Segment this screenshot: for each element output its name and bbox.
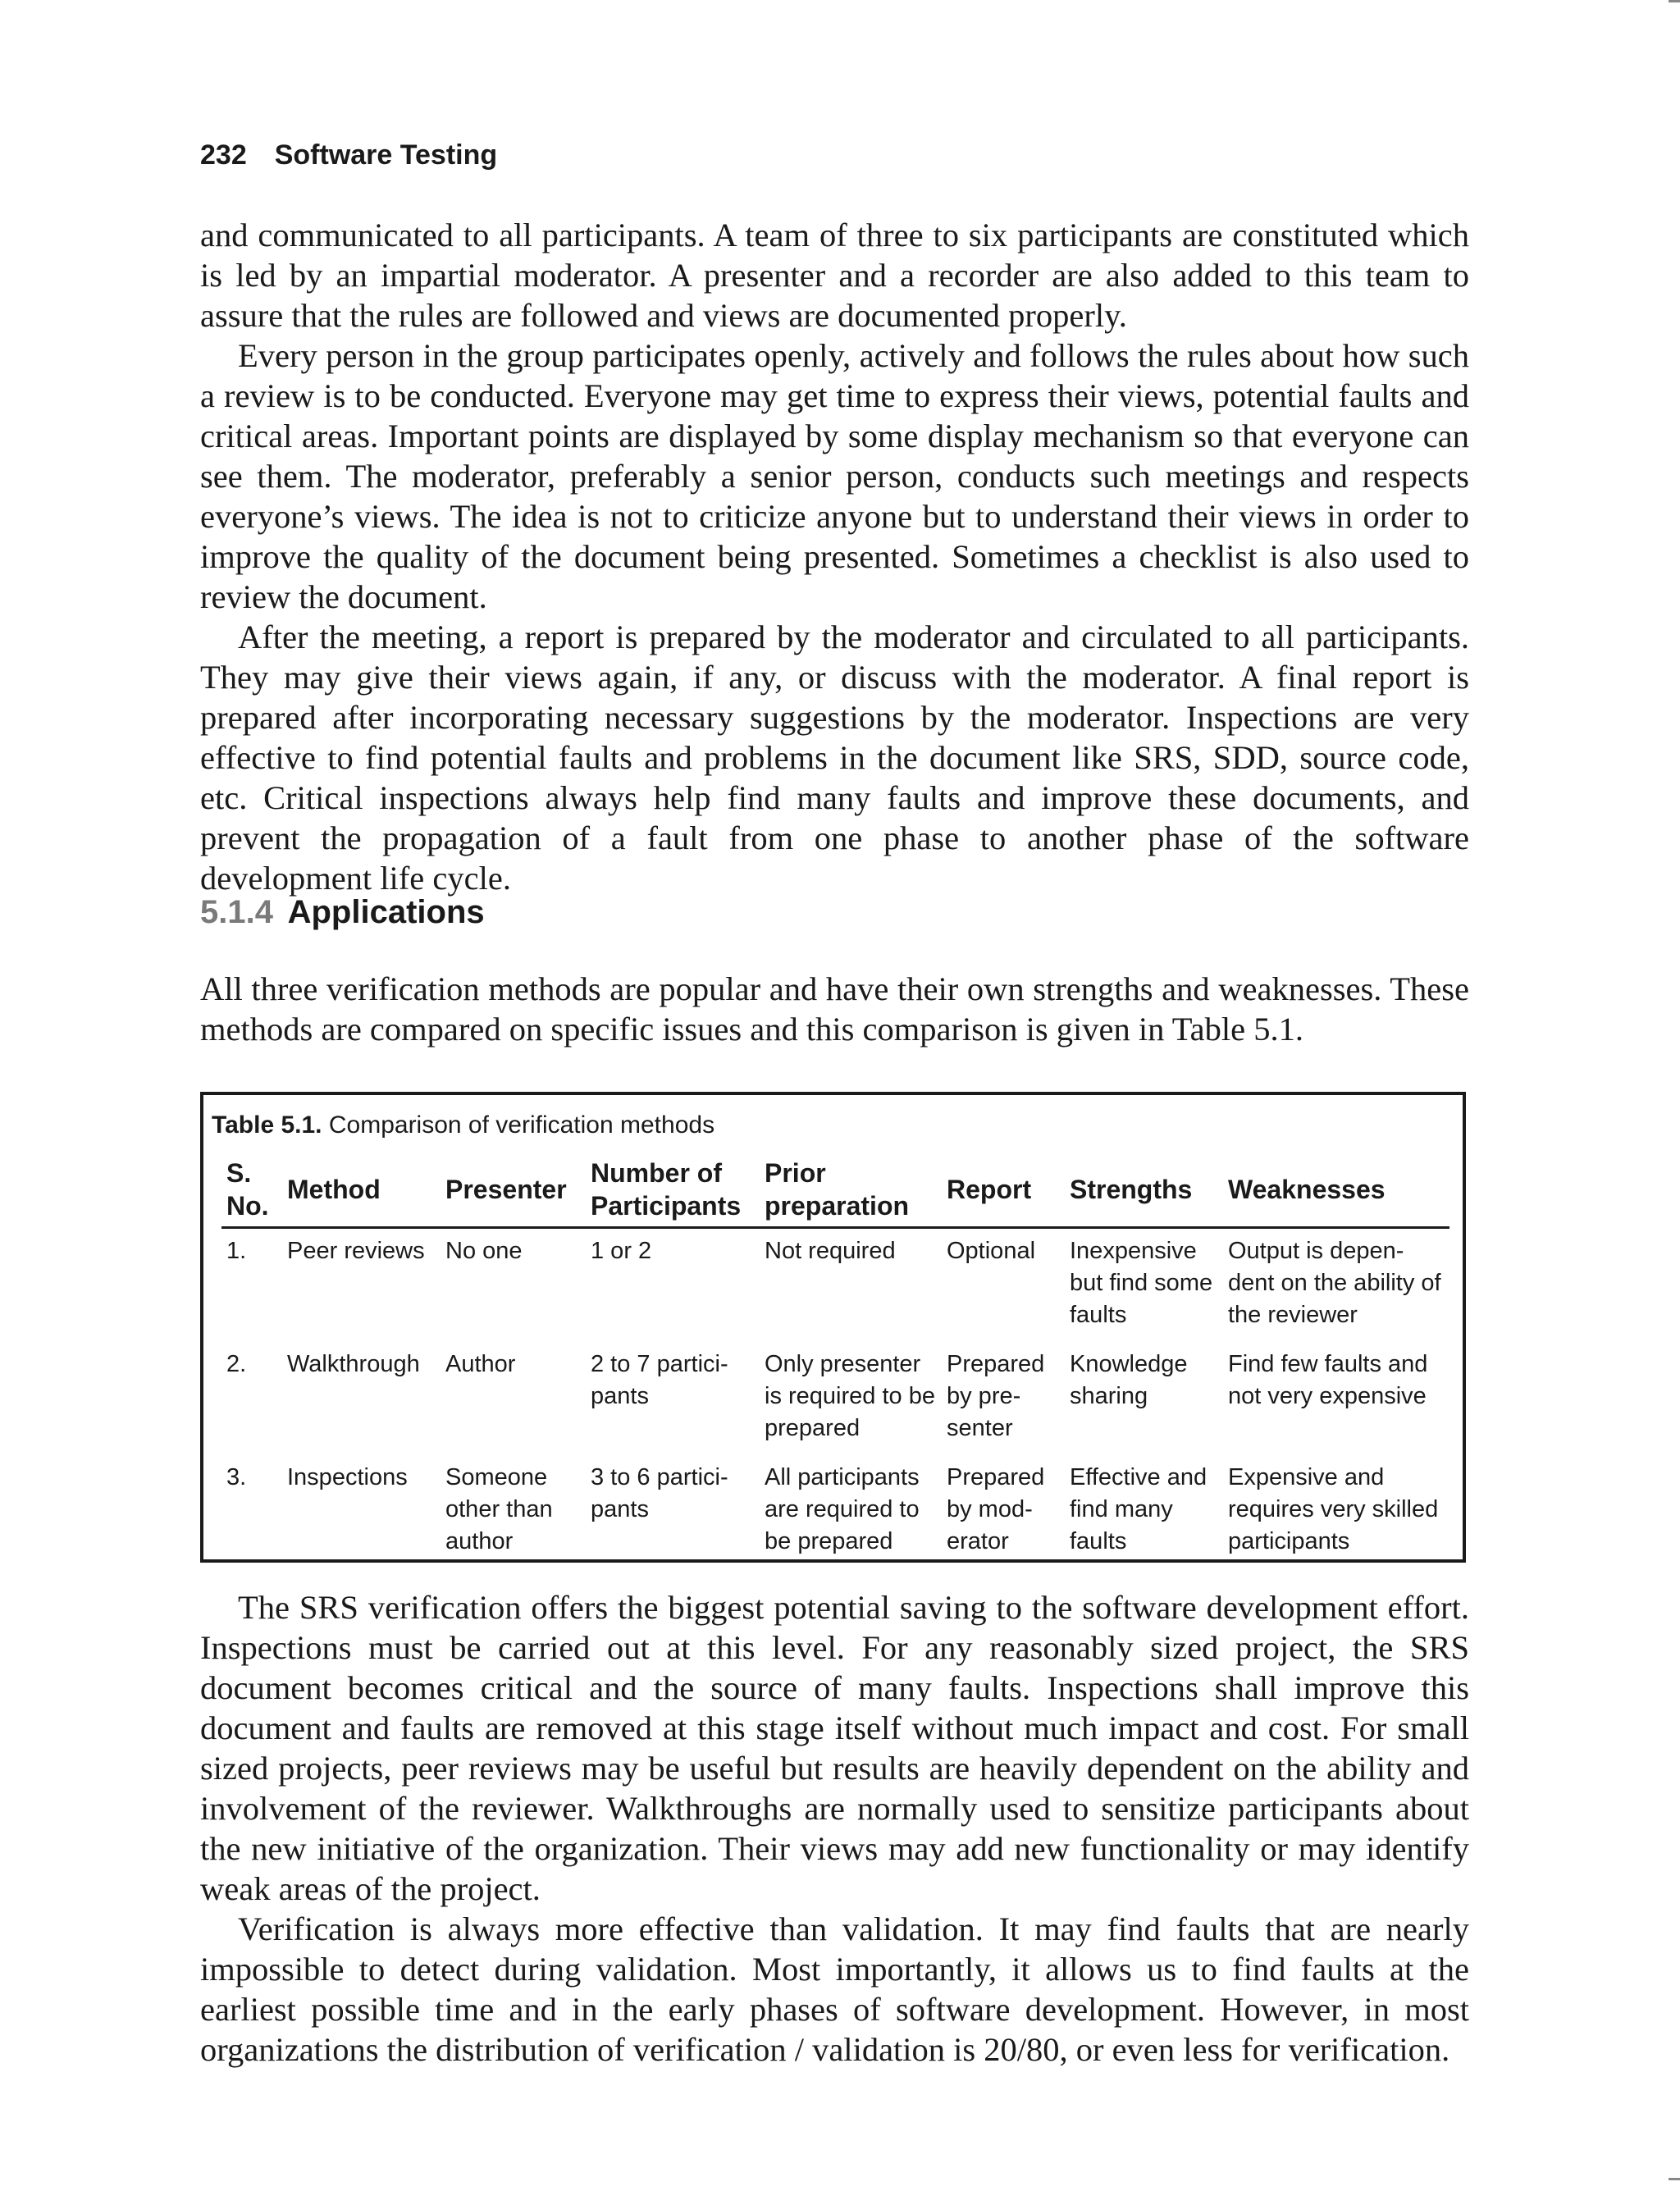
cell: All participants are required to be prepared [765, 1464, 920, 1554]
header-preparation: Prior preparation [760, 1154, 942, 1228]
cell: 2. [226, 1351, 247, 1377]
cell: Expensive and requires very skilled participants [1228, 1464, 1439, 1554]
paragraph: All three verification methods are popular and have their own strengths and weaknesses. These methods are compared on specific issues and this comparison is given in Table 5.1. [200, 970, 1469, 1048]
section-number: 5.1.4 [200, 894, 273, 930]
cell: Inspections [287, 1464, 408, 1490]
section-lead [200, 969, 1469, 1049]
table-row [221, 1342, 1449, 1455]
table-caption-label: Table 5.1. [212, 1111, 322, 1139]
page-number: 232 [200, 139, 247, 171]
crop-mark-bottom [1669, 2178, 1680, 2180]
table-row [221, 1228, 1449, 1343]
cell: Output is depen-dent on the ability of the reviewer [1228, 1238, 1441, 1328]
section-title: Applications [287, 894, 485, 930]
cell: Author [445, 1351, 516, 1377]
cell: 2 to 7 partici-pants [591, 1351, 728, 1409]
paragraph: After the meeting, a report is prepared by the moderator and circulated to all participants. They may give their views again, if any, or discuss with the moderator. A final report is prepared after incorporating necessary suggestions by the moderator. Inspections are very effective to find potential faults and problems in the document like SRS, SDD, source code, etc. Critical inspections always help find many faults and improve these documents, and prevent the propagation of a fault from one phase to another phase of the software development life cycle. [200, 618, 1469, 897]
cell: Not required [765, 1238, 896, 1264]
cell: Someone other than author [445, 1464, 553, 1554]
header-sno: S. No. [221, 1154, 282, 1228]
intro-text [200, 215, 1469, 898]
comparison-table [221, 1154, 1449, 1558]
cell: Find few faults and not very expensive [1228, 1351, 1428, 1409]
paragraph: Every person in the group participates openly, actively and follows the rules about how such a review is to be conducted. Everyone may get time to express their views, potential faults and critical areas. Important points are displayed by some display mechanism so that everyone can see them. The moderator, preferably a senior person, conducts such meetings and respects everyone’s views. The idea is not to criticize anyone but to understand their views in order to improve the quality of the document being presented. Sometimes a checklist is also used to review the document. [200, 337, 1469, 615]
table-caption [212, 1111, 714, 1139]
header-participants: Number of Participants [586, 1154, 760, 1228]
section-heading [200, 894, 485, 931]
cell: Walkthrough [287, 1351, 420, 1377]
crop-mark-top [1669, 0, 1680, 2]
closing-text [200, 1587, 1469, 2070]
paragraph: and communicated to all participants. A team of three to six participants are constituted which is led by an impartial moderator. A presenter and a recorder are also added to this team to assure that the rules are followed and views are documented properly. [200, 217, 1469, 334]
cell: Only presenter is required to be prepared [765, 1351, 935, 1441]
cell: 1 or 2 [591, 1238, 652, 1264]
cell: 3. [226, 1464, 247, 1490]
cell: Peer reviews [287, 1238, 425, 1264]
table-header-row [221, 1154, 1449, 1228]
comparison-table-box [200, 1092, 1466, 1563]
cell: Prepared by pre-senter [947, 1351, 1045, 1441]
table-row [221, 1455, 1449, 1558]
running-head [200, 139, 497, 171]
header-presenter: Presenter [441, 1154, 586, 1228]
header-strengths: Strengths [1065, 1154, 1223, 1228]
book-title: Software Testing [274, 139, 498, 171]
cell: 1. [226, 1238, 247, 1264]
paragraph: Verification is always more effective than validation. It may find faults that are nearly impossible to detect during validation. Most importantly, it allows us to find faults at the earliest possible time and in the early phases of software development. However, in most organizations the distribution of verification / validation is 20/80, or even less for verification. [200, 1910, 1469, 2068]
cell: Prepared by mod-erator [947, 1464, 1045, 1554]
cell: No one [445, 1238, 523, 1264]
cell: Optional [947, 1238, 1036, 1264]
table-caption-text: Comparison of verification methods [328, 1111, 715, 1139]
header-report: Report [942, 1154, 1065, 1228]
cell: Inexpensive but find some faults [1070, 1238, 1213, 1328]
cell: 3 to 6 partici-pants [591, 1464, 728, 1522]
cell: Effective and find many faults [1070, 1464, 1208, 1554]
paragraph: The SRS verification offers the biggest potential saving to the software development effort. Inspections must be carried out at this level. For any reasonably sized project, the SRS document becomes critical and the source of many faults. Inspections shall improve this document and faults are removed at this stage itself without much impact and cost. For small sized projects, peer reviews may be useful but results are heavily dependent on the ability and involvement of the reviewer. Walkthroughs are normally used to sensitize participants about the new initiative of the organization. Their views may add new functionality or may identify weak areas of the project. [200, 1589, 1469, 1907]
header-weaknesses: Weaknesses [1223, 1154, 1449, 1228]
cell: Knowledge sharing [1070, 1351, 1188, 1409]
header-method: Method [282, 1154, 441, 1228]
